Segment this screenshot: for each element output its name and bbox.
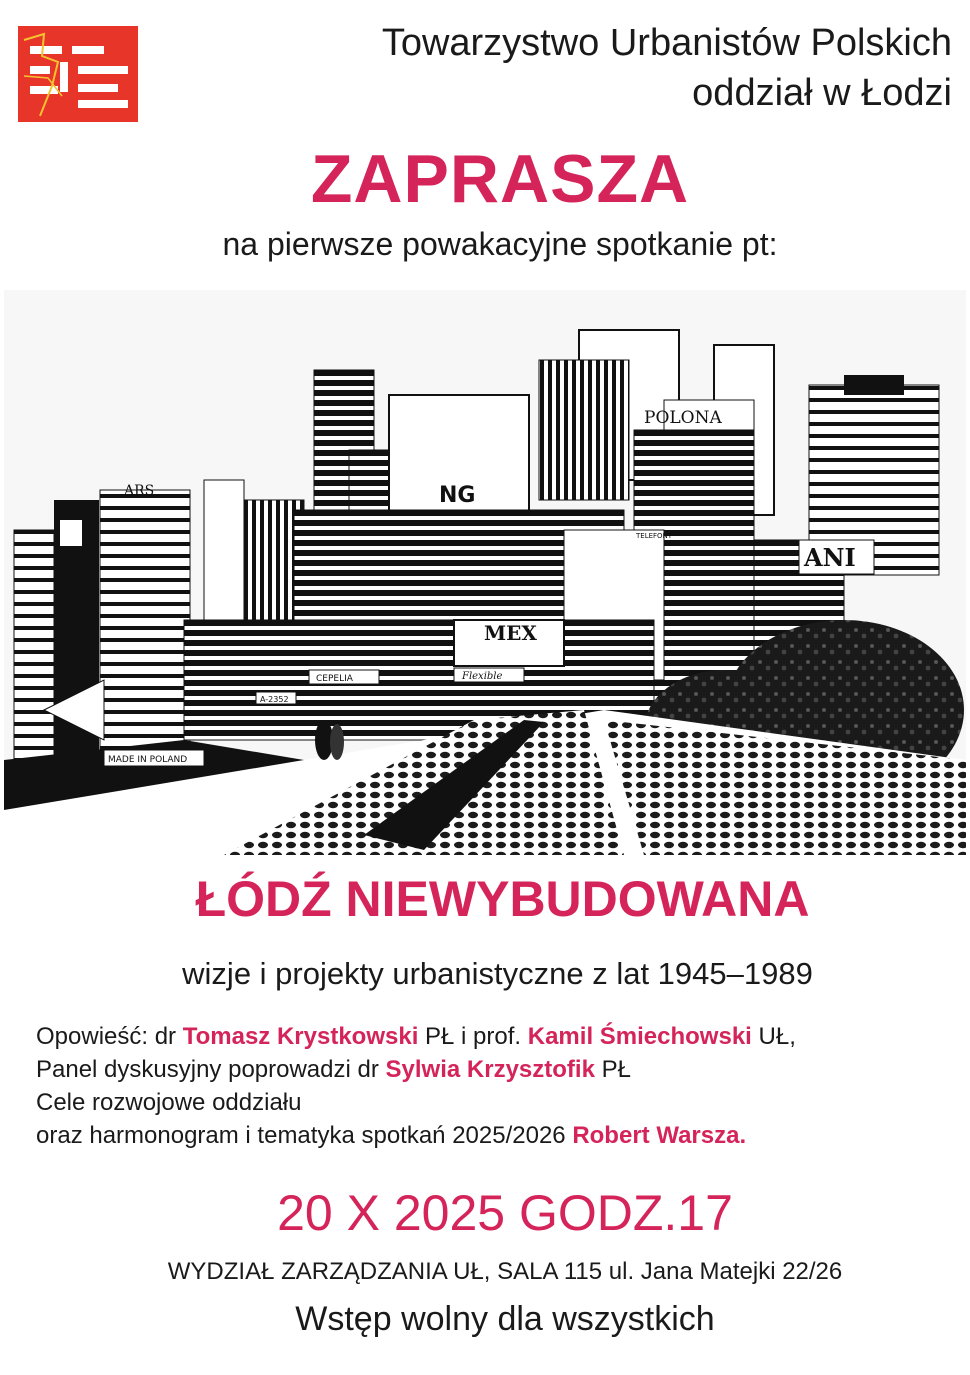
sign-made-in-poland: MADE IN POLAND: [108, 755, 188, 765]
speaker-name: Kamil Śmiechowski: [527, 1023, 752, 1050]
sign-ng: NG: [439, 483, 476, 508]
sign-a2352: A-2352: [260, 695, 289, 704]
event-subtitle: wizje i projekty urbanistyczne z lat 1945–1989: [182, 956, 813, 991]
tup-logo-icon: [18, 26, 138, 122]
invite-subline: na pierwsze powakacyjne spotkanie pt:: [222, 226, 778, 262]
moderator-name: Sylwia Krzysztofik: [385, 1056, 595, 1083]
sign-ars: ARS: [124, 483, 155, 499]
org-name-line2: oddział w Łodzi: [692, 72, 952, 114]
presenter-name: Robert Warsza.: [572, 1122, 747, 1149]
credits-line-panel: Panel dyskusyjny poprowadzi dr Sylwia Krzysztofik PŁ: [36, 1056, 631, 1083]
credits-line-story: Opowieść: dr Tomasz Krystkowski PŁ i prof. Kamil Śmiechowski UŁ,: [36, 1023, 796, 1050]
credits-line-goals: Cele rozwojowe oddziału: [36, 1089, 302, 1116]
sign-ani: ANI: [804, 543, 856, 572]
sign-flexible: Flexible: [462, 671, 503, 682]
speaker-name: Tomasz Krystkowski: [182, 1023, 419, 1050]
event-date: 20 X 2025 GODZ.17: [277, 1185, 733, 1241]
sign-polona: POLONA: [644, 408, 722, 428]
invite-heading: ZAPRASZA: [310, 141, 690, 217]
event-title: ŁÓDŹ NIEWYBUDOWANA: [195, 871, 810, 927]
sign-mex: MEX: [484, 621, 537, 645]
event-venue: WYDZIAŁ ZARZĄDZANIA UŁ, SALA 115 ul. Jana Matejki 22/26: [167, 1258, 843, 1285]
organization-name: [382, 18, 952, 118]
city-skyline-illustration: [4, 290, 966, 855]
org-name-line1: Towarzystwo Urbanistów Polskich: [381, 22, 952, 64]
sign-telefony: TELEFONY: [636, 532, 673, 540]
entry-note: Wstęp wolny dla wszystkich: [295, 1300, 715, 1338]
credits-block: [36, 1020, 796, 1152]
credits-line-schedule: oraz harmonogram i tematyka spotkań 2025/2026 Robert Warsza.: [36, 1122, 747, 1149]
sign-cepelia: CEPELIA: [316, 674, 353, 684]
